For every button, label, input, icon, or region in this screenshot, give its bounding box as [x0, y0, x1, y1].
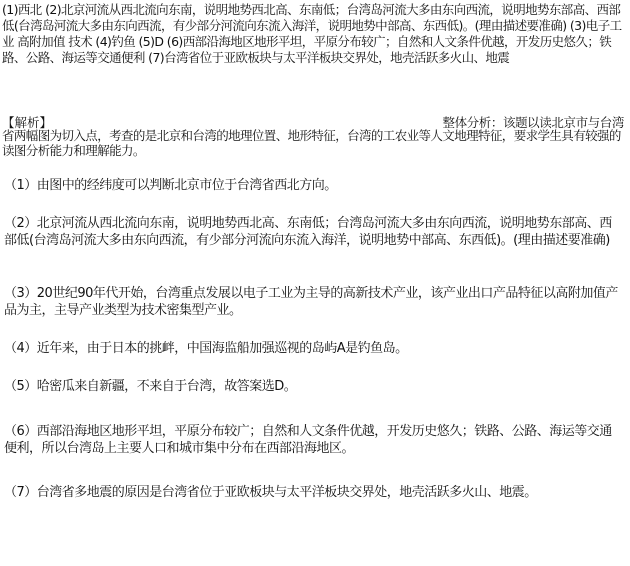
analysis-item-4: （4）近年来，由于日本的挑衅，中国海监船加强巡视的岛屿A是钓鱼岛。 — [4, 341, 408, 356]
analysis-item-3: （3）20世纪90年代开始，台湾重点发展以电子工业为主导的高新技术产业，该产业出口产品特征以高附加值产品为主，主导产业类型为技术密集型产业。 — [4, 286, 618, 318]
analysis-item-1: （1）由图中的经纬度可以判断北京市位于台湾省西北方向。 — [4, 178, 337, 193]
answer-paragraph: (1)西北 (2)北京河流从西北流向东南，说明地势西北高、东南低；台湾岛河流大多由东向西流，说明地势东部高、西部低(台湾岛河流大多由东向西流，有少部分河流向东流入海洋，说明地势中部高、东西低)。(理由描述要准确) (3)电子工业 高附加值 技术 (4)钓鱼 (5)D (6)西部沿海地区地形平坦，平原分布较广；自然和人文条件优越，开发历史悠久；铁路、公路、海运等交通便利 (7)台湾省位于亚欧板块与太平洋板块交界处，地壳活跃多火山、地震 — [2, 2, 622, 65]
analysis-item-5: （5）哈密瓜来自新疆，不来自于台湾，故答案选D。 — [4, 379, 297, 394]
analysis-label: 【解析】 — [2, 115, 53, 130]
analysis-item-6: （6）西部沿海地区地形平坦，平原分布较广；自然和人文条件优越，开发历史悠久；铁路、公路、海运等交通便利，所以台湾岛上主要人口和城市集中分布在西部沿海地区。 — [4, 424, 612, 456]
overview-heading: 整体分析：该题以读北京市与台湾 — [442, 115, 624, 130]
analysis-item-7: （7）台湾省多地震的原因是台湾省位于亚欧板块与太平洋板块交界处，地壳活跃多火山、地震。 — [4, 485, 537, 500]
overview-paragraph: 省两幅图为切入点，考查的是北京和台湾的地理位置、地形特征，台湾的工农业等人文地理特征，要求学生具有较强的读图分析能力和理解能力。 — [2, 128, 621, 158]
analysis-item-2: （2）北京河流从西北流向东南，说明地势西北高、东南低；台湾岛河流大多由东向西流，说明地势东部高、西部低(台湾岛河流大多由东向西流，有少部分河流向东流入海洋，说明地势中部高、东西低)。(理由描述要准确) — [4, 216, 612, 248]
